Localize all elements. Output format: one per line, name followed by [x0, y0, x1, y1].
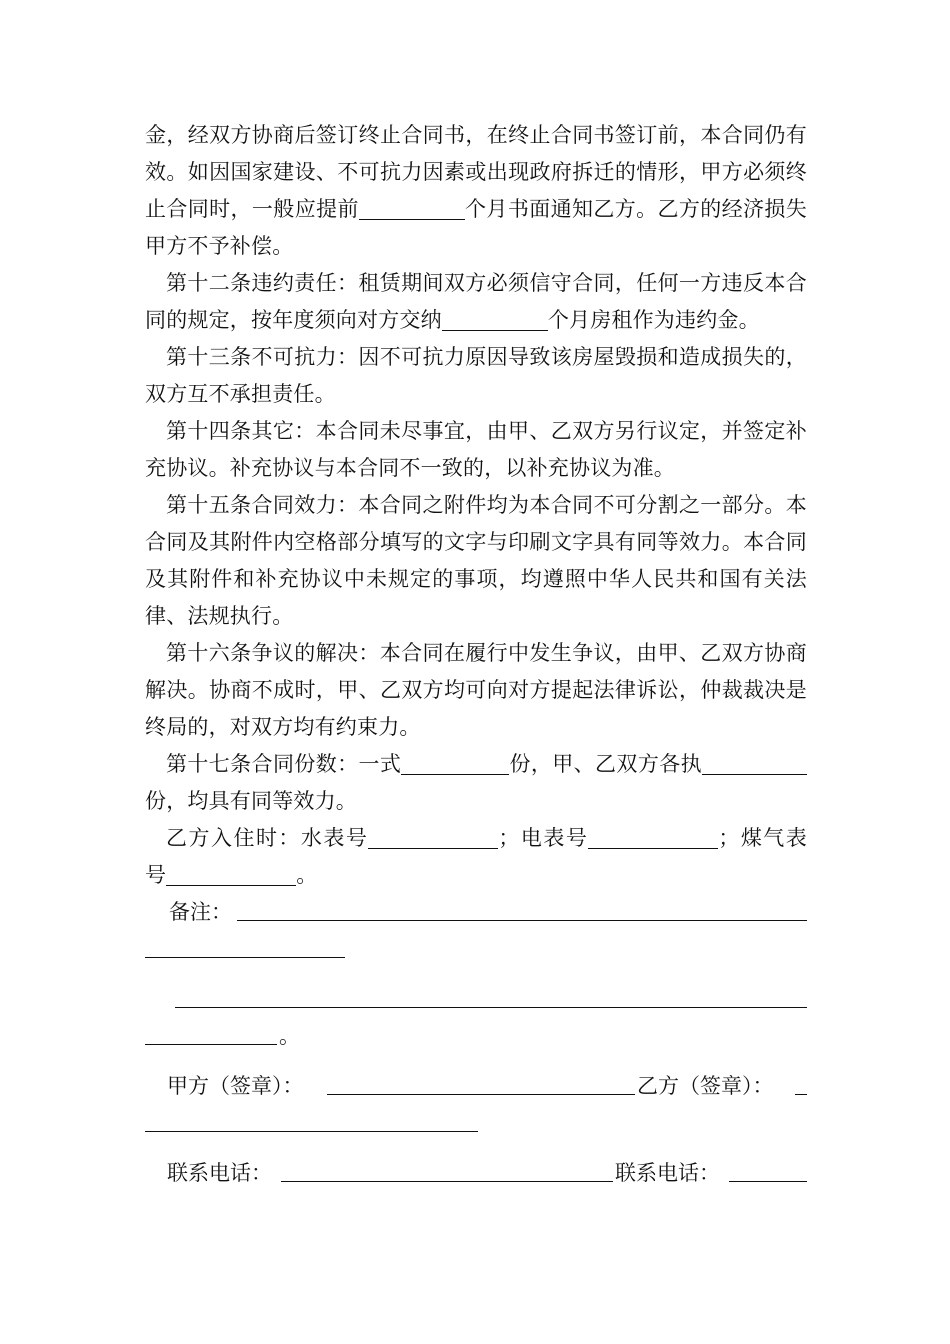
- remarks-row-3: [145, 981, 807, 1018]
- paragraph-text: 金，经双方协商后签订终止合同书，在终止合同书签订前，本合同仍有效。如因国家建设、不可抗力因素或出现政府拆迁的情形，甲方必须终止合同时，一般应提前: [145, 123, 807, 221]
- fill-blank-copies-total[interactable]: [401, 752, 509, 775]
- fill-blank-copies-each[interactable]: [702, 752, 807, 775]
- fill-blank-water-meter[interactable]: [368, 826, 498, 849]
- paragraph-text: 第十七条合同份数：一式: [166, 752, 402, 776]
- party-a-phone-line[interactable]: [281, 1181, 613, 1182]
- paragraph-text: 。: [296, 863, 318, 887]
- remarks-end-mark: 。: [279, 1024, 300, 1048]
- paragraph-text: 份，甲、乙双方各执: [509, 752, 702, 776]
- paragraph-text: 乙方入住时：水表号: [166, 826, 369, 850]
- paragraph-text: 个月书面通知乙方。乙方的经济损失甲方不予补偿。: [145, 197, 808, 258]
- party-b-phone-label: 联系电话：: [615, 1161, 720, 1185]
- fill-blank-penalty-months[interactable]: [442, 308, 548, 331]
- signature-row-2: [145, 1105, 807, 1142]
- contract-page: [145, 117, 807, 1192]
- paragraph-termination: [145, 117, 807, 265]
- party-a-signature-line[interactable]: [327, 1094, 635, 1095]
- paragraph-text: 个月房租作为违约金。: [547, 308, 760, 332]
- paragraph-text: 第十二条违约责任：租赁期间双方必须信守合同，任何一方违反本合同的规定，按年度须向对方交纳: [145, 271, 807, 332]
- party-b-signature-line[interactable]: [145, 1131, 478, 1132]
- paragraph-article-12: [145, 265, 807, 339]
- paragraph-article-17: [145, 746, 807, 820]
- party-a-signature-label: 甲方（签章）：: [167, 1074, 304, 1098]
- party-b-signature-line-start[interactable]: [795, 1094, 807, 1095]
- paragraph-article-15: 第十五条合同效力：本合同之附件均为本合同不可分割之一部分。本合同及其附件内空格部分填写的文字与印刷文字具有同等效力。本合同及其附件和补充协议中未规定的事项，均遵照中华人民共和国有关法律、法规执行。: [145, 493, 807, 628]
- paragraph-article-13: 第十三条不可抗力：因不可抗力原因导致该房屋毁损和造成损失的，双方互不承担责任。: [145, 345, 807, 406]
- paragraph-text: 份，均具有同等效力。: [145, 789, 357, 813]
- phone-row: [145, 1155, 807, 1192]
- remarks-line-3[interactable]: [175, 1007, 807, 1008]
- remarks-row-2: [145, 931, 807, 968]
- paragraph-text: ；电表号: [498, 826, 589, 850]
- remarks-row-4: [145, 1018, 807, 1055]
- fill-blank-notice-months[interactable]: [359, 197, 465, 220]
- party-a-phone-label: 联系电话：: [167, 1161, 272, 1185]
- fill-blank-electric-meter[interactable]: [588, 826, 718, 849]
- remarks-line-2[interactable]: [145, 957, 345, 958]
- paragraph-article-16: 第十六条争议的解决：本合同在履行中发生争议，由甲、乙双方协商解决。协商不成时，甲、乙双方均可向对方提起法律诉讼，仲裁裁决是终局的，对双方均有约束力。: [145, 641, 807, 739]
- remarks-label: 备注：: [169, 900, 232, 924]
- paragraph-article-14: 第十四条其它：本合同未尽事宜，由甲、乙双方另行议定，并签定补充协议。补充协议与本合同不一致的，以补充协议为准。: [145, 419, 807, 480]
- remarks-line-1[interactable]: [237, 920, 807, 921]
- paragraph-meters: [145, 820, 807, 894]
- fill-blank-gas-meter[interactable]: [166, 863, 296, 886]
- remarks-row: [145, 894, 807, 931]
- remarks-line-4[interactable]: [145, 1044, 277, 1045]
- party-b-signature-label: 乙方（签章）：: [637, 1074, 774, 1098]
- party-b-phone-line[interactable]: [729, 1181, 807, 1182]
- paragraph-text: ；煤气表号: [145, 826, 807, 887]
- signature-row: [145, 1068, 807, 1105]
